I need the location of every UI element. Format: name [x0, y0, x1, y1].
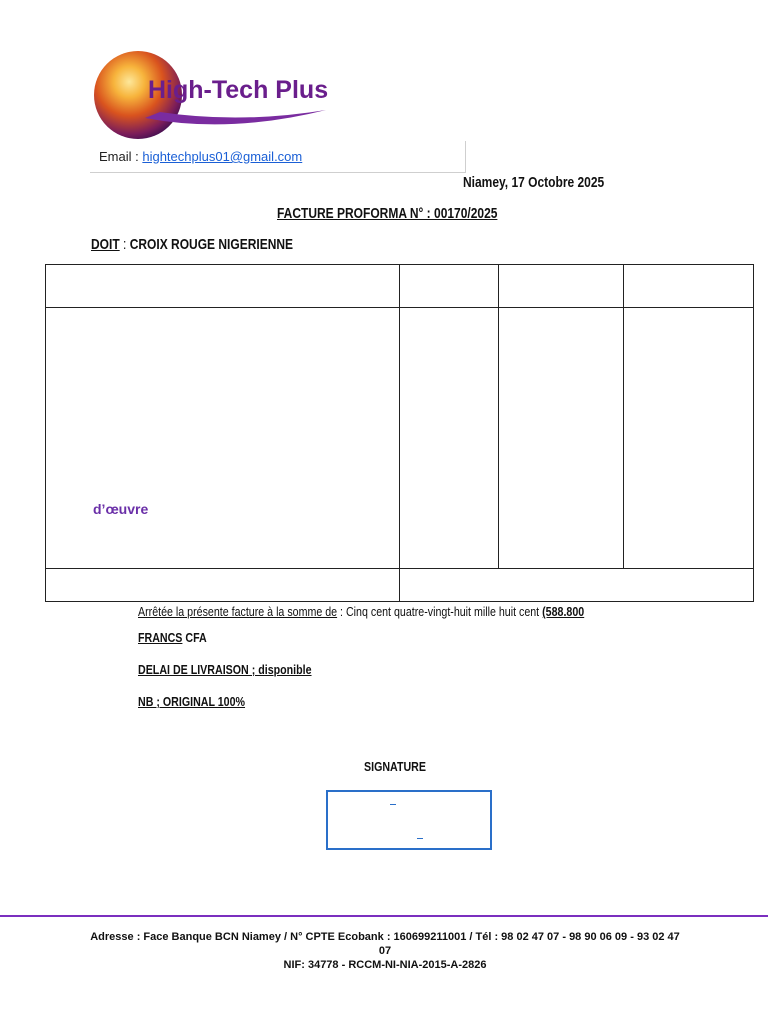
- signature-mark: [390, 804, 396, 805]
- client-name: CROIX ROUGE NIGERIENNE: [129, 236, 294, 253]
- invoice-title: FACTURE PROFORMA N° : 00170/2025: [277, 205, 498, 222]
- table-col-divider-2: [498, 265, 499, 568]
- email-line: [99, 149, 302, 164]
- footer-address: Adresse : Face Banque BCN Niamey / N° CPTE Ecobank : 160699211001 / Tél : 98 02 47 07 - 98 90 06 09 - 93 02 47 07: [90, 931, 680, 957]
- delivery-delay: DELAI DE LIVRAISON ; disponible: [138, 662, 312, 677]
- email-label: Email :: [99, 149, 143, 164]
- signature-label: SIGNATURE: [364, 759, 426, 774]
- currency-cfa: CFA: [182, 630, 207, 645]
- footer-rule: [0, 915, 768, 917]
- email-link[interactable]: hightechplus01@gmail.com: [142, 149, 303, 164]
- client-line: [91, 236, 293, 253]
- logo-text: High-Tech Plus: [148, 76, 329, 104]
- amount-prefix: Arrêtée la présente facture à la somme de: [138, 604, 338, 619]
- company-logo: [90, 48, 340, 144]
- signature-box: [326, 790, 492, 850]
- items-table: [45, 264, 754, 602]
- logo-graphic: [90, 48, 340, 144]
- doit-label: DOIT: [91, 236, 120, 253]
- table-col-divider-3: [623, 265, 624, 568]
- currency-francs: FRANCS: [138, 630, 183, 645]
- footer: [90, 930, 680, 972]
- amount-figure: (588.800: [542, 604, 585, 619]
- doit-colon: :: [119, 236, 130, 253]
- nb-note: NB ; ORIGINAL 100%: [138, 694, 246, 709]
- amount-words: Cinq cent quatre-vingt-huit mille huit cent: [345, 604, 543, 619]
- currency-line: [138, 630, 207, 645]
- labour-text: d’œuvre: [93, 501, 149, 517]
- email-box: [90, 141, 466, 173]
- amount-separator: :: [337, 604, 346, 619]
- amount-in-words: [138, 604, 584, 619]
- signature-mark: [417, 838, 423, 839]
- invoice-date: Niamey, 17 Octobre 2025: [463, 174, 605, 191]
- table-col-divider-1: [399, 265, 400, 601]
- footer-ids: NIF: 34778 - RCCM-NI-NIA-2015-A-2826: [283, 959, 487, 971]
